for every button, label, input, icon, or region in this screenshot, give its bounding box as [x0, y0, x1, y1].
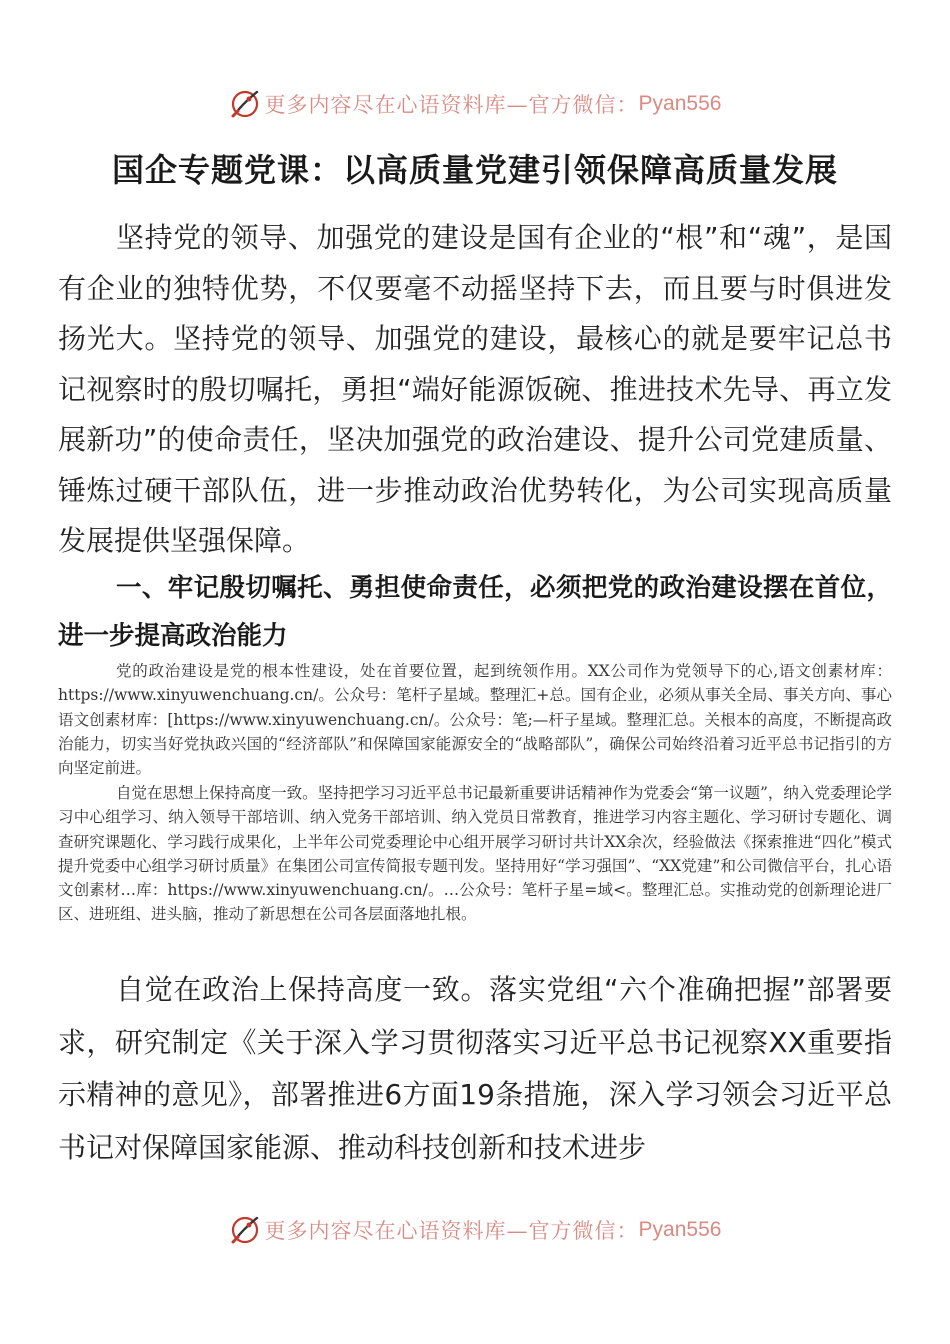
document-title: 国企专题党课：以高质量党建引领保障高质量发展 — [111, 151, 838, 189]
watermark-text: 更多内容尽在心语资料库—官方微信： — [264, 1219, 639, 1243]
watermark-banner-top — [0, 86, 950, 122]
watermark-banner-bottom — [0, 1212, 950, 1248]
intro-paragraph: 坚持党的领导、加强党的建设是国有企业的“根”和“魂”，是国有企业的独特优势，不仅要毫不动摇坚持下去，而且要与时俱进发扬光大。坚持党的领导、加强党的建设，最核心的就是要牢记总书记视察时的殷切嘱托，勇担“端好能源饭碗、推进技术先导、再立发展新功”的使命责任，坚决加强党的政治建设、提升公司党建质量、锤炼过硬干部队伍，进一步推动政治优势转化，为公司实现高质量发展提供坚强保障。 — [58, 221, 892, 557]
body-paragraph-large: 自觉在政治上保持高度一致。落实党组“六个准确把握”部署要求，研究制定《关于深入学习贯彻落实习近平总书记视察XX重要指示精神的意见》，部署推进6方面19条措施，深入学习领会习近平总书记对保障国家能源、推动科技创新和技术进步 — [58, 973, 892, 1164]
watermark-text: 更多内容尽在心语资料库—官方微信： — [264, 93, 639, 117]
watermark-wechat-id: Pyan556 — [638, 92, 722, 115]
body-paragraph-small-2: 自觉在思想上保持高度一致。坚持把学习习近平总书记最新重要讲话精神作为党委会“第一议题”，纳入党委理论学习中心组学习、纳入领导干部培训、纳入党务干部培训、纳入党员日常教育，推进学习内容主题化、学习研讨专题化、调查研究课题化、学习践行成果化，上半年公司党委理论中心组开展学习研讨共计XX余次，经验做法《探索推进“四化”模式提升党委中心组学习研讨质量》在集团公司宣传简报专题刊发。坚持用好“学习强国”、“XX党建”和公司微信平台，扎心语文创素材…库：https://www.xinyuwenchuang.cn/。…公众号：笔杆子星=域<。整理汇总。实推动党的创新理论进厂区、进班组、进头脑，推动了新思想在公司各层面落地扎根。 — [58, 784, 892, 924]
section-heading-1: 一、牢记殷切嘱托、勇担使命责任，必须把党的政治建设摆在首位，进一步提高政治能力 — [58, 573, 892, 651]
body-paragraph-small-1: 党的政治建设是党的根本性建设，处在首要位置，起到统领作用。XX公司作为党领导下的心,语文创素材库：https://www.xinyuwenchuang.cn/。公众号：笔杆子星域。整理汇+总。国有企业，必须从事关全局、事关方向、事心语文创素材库：[https://www.xinyuwenchuang.cn/。公众号：笔;—杆子星域。整理汇总。关根本的高度，不断提高政治能力，切实当好党执政兴国的“经济部队”和保障国家能源安全的“战略部队”，确保公司始终沿着习近平总书记指引的方向坚定前进。 — [58, 662, 892, 778]
brush-logo-icon — [229, 1214, 261, 1246]
watermark-wechat-id: Pyan556 — [638, 1218, 722, 1241]
brush-logo-icon — [229, 88, 261, 120]
